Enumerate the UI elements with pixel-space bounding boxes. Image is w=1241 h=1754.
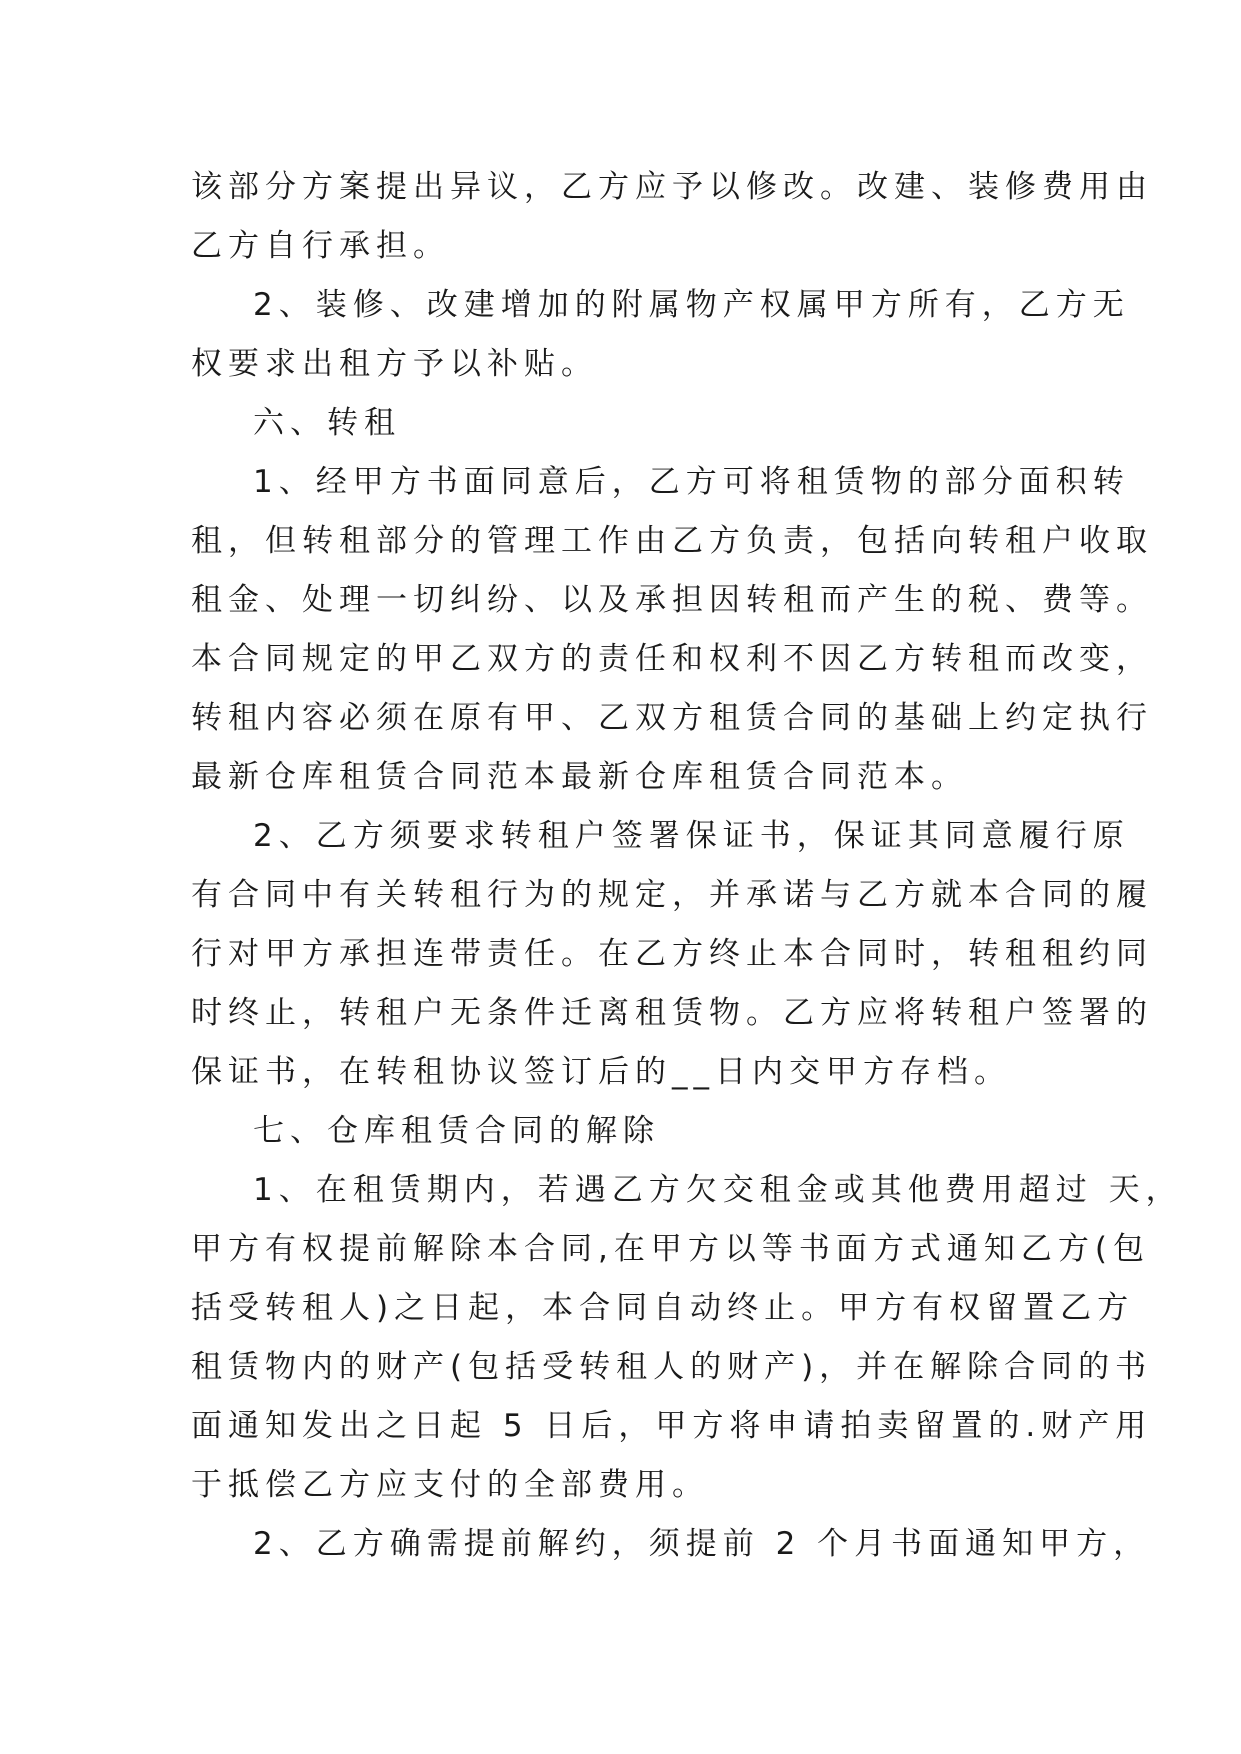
text-line: 1、经甲方书面同意后，乙方可将租赁物的部分面积转 (253, 464, 1130, 500)
text-line: 行对甲方承担连带责任。在乙方终止本合同时，转租租约同 (191, 936, 1153, 972)
text-line: 2、乙方须要求转租户签署保证书，保证其同意履行原 (253, 818, 1130, 854)
text-line: 租，但转租部分的管理工作由乙方负责，包括向转租户收取 (191, 523, 1153, 559)
text-line: 时终止，转租户无条件迁离租赁物。乙方应将转租户签署的 (191, 995, 1153, 1031)
text-line: 该部分方案提出异议，乙方应予以修改。改建、装修费用由 (191, 169, 1153, 205)
text-line: 括受转租人)之日起，本合同自动终止。甲方有权留置乙方 (191, 1290, 1135, 1326)
text-line: 本合同规定的甲乙双方的责任和权利不因乙方转租而改变， (191, 641, 1153, 677)
text-line: 保证书，在转租协议签订后的__日内交甲方存档。 (191, 1054, 1011, 1090)
text-line: 乙方自行承担。 (191, 228, 450, 264)
text-line: 租金、处理一切纠纷、以及承担因转租而产生的税、费等。 (191, 582, 1153, 618)
text-line: 甲方有权提前解除本合同,在甲方以等书面方式通知乙方(包 (191, 1231, 1150, 1267)
text-line: 面通知发出之日起 5 日后，甲方将申请拍卖留置的.财产用 (191, 1408, 1153, 1444)
text-line: 最新仓库租赁合同范本最新仓库租赁合同范本。 (191, 759, 968, 795)
text-line: 2、装修、改建增加的附属物产权属甲方所有，乙方无 (253, 287, 1130, 323)
text-line: 于抵偿乙方应支付的全部费用。 (191, 1467, 709, 1503)
text-line: 权要求出租方予以补贴。 (191, 346, 598, 382)
contract-body (191, 158, 1183, 1574)
section-heading: 七、仓库租赁合同的解除 (253, 1113, 660, 1149)
text-line: 转租内容必须在原有甲、乙双方租赁合同的基础上约定执行 (191, 700, 1153, 736)
text-line: 1、在租赁期内，若遇乙方欠交租金或其他费用超过 天， (253, 1172, 1183, 1208)
text-line: 2、乙方确需提前解约，须提前 2 个月书面通知甲方， (253, 1526, 1151, 1562)
text-line: 有合同中有关转租行为的规定，并承诺与乙方就本合同的履 (191, 877, 1153, 913)
text-line: 租赁物内的财产(包括受转租人的财产)，并在解除合同的书 (191, 1349, 1153, 1385)
section-heading: 六、转租 (253, 405, 401, 441)
